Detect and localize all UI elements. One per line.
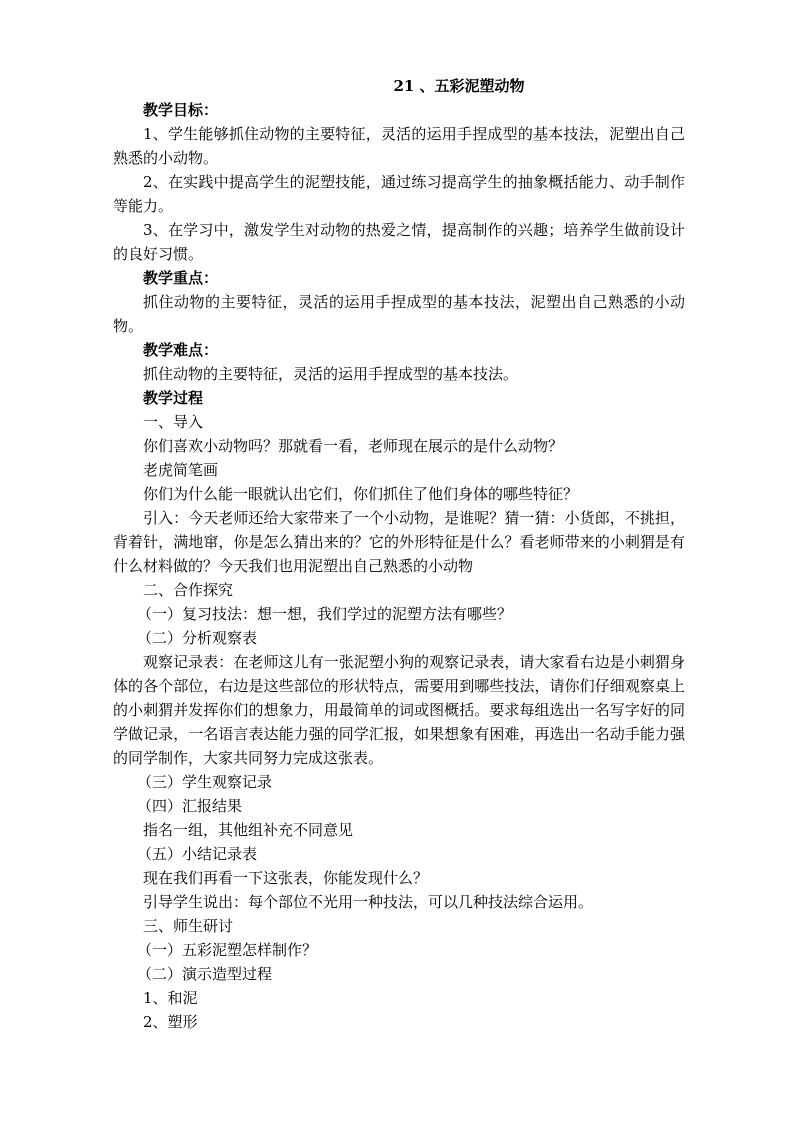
section-heading: 二、合作探究 — [143, 581, 234, 599]
subsection-heading: （五）小结记录表 — [137, 845, 258, 863]
document-body — [113, 74, 685, 1034]
paragraph: 现在我们再看一下这张表，你能发现什么？ — [143, 869, 429, 887]
heading-difficulties: 教学难点： — [143, 341, 219, 359]
paragraph: 抓住动物的主要特征，灵活的运用手捏成型的基本技法，泥塑出自己熟悉的小动物。 — [113, 293, 685, 335]
paragraph: 引导学生说出：每个部位不光用一种技法，可以几种技法综合运用。 — [143, 893, 594, 911]
paragraph: 2、在实践中提高学生的泥塑技能，通过练习提高学生的抽象概括能力、动手制作等能力。 — [113, 173, 685, 215]
paragraph: 你们喜欢小动物吗？那就看一看，老师现在展示的是什么动物？ — [143, 437, 564, 455]
heading-objectives: 教学目标： — [143, 101, 219, 119]
list-item: 1、和泥 — [143, 989, 198, 1007]
paragraph: 你们为什么能一眼就认出它们，你们抓住了他们身体的哪些特征？ — [143, 485, 579, 503]
paragraph: 观察记录表：在老师这儿有一张泥塑小狗的观察记录表，请大家看右边是小刺猬身体的各个部位，右边是这些部位的形状特点，需要用到哪些技法，请你们仔细观察桌上的小刺猬并发挥你们的想象力，用最简单的词或图概括。要求每组选出一名写字好的同学做记录，一名语言表达能力强的同学汇报，如果想象有困难，再选出一名动手能力强的同学制作，大家共同努力完成这张表。 — [113, 653, 685, 767]
paragraph: 3、在学习中，激发学生对动物的热爱之情，提高制作的兴趣；培养学生做前设计的良好习惯。 — [113, 221, 685, 263]
subsection-heading: （一）五彩泥塑怎样制作？ — [137, 941, 318, 959]
paragraph: 1、学生能够抓住动物的主要特征，灵活的运用手捏成型的基本技法，泥塑出自己熟悉的小动物。 — [113, 125, 685, 167]
paragraph: 引入：今天老师还给大家带来了一个小动物，是谁呢？猜一猜：小货郎，不挑担，背着针，满地窜，你是怎么猜出来的？它的外形特征是什么？看老师带来的小刺猬是有什么材料做的？今天我们也用泥塑出自己熟悉的小动物 — [113, 509, 685, 575]
subsection-heading: （二）分析观察表 — [137, 629, 258, 647]
paragraph: 老虎简笔画 — [143, 461, 219, 479]
document-title: 21 、五彩泥塑动物 — [393, 77, 525, 95]
subsection-heading: （一）复习技法：想一想，我们学过的泥塑方法有哪些？ — [137, 605, 513, 623]
section-heading: 一、导入 — [143, 413, 204, 431]
section-heading: 三、师生研讨 — [143, 917, 234, 935]
subsection-heading: （四）汇报结果 — [137, 797, 243, 815]
heading-key-points: 教学重点： — [143, 269, 219, 287]
list-item: 2、塑形 — [143, 1013, 198, 1031]
subsection-heading: （三）学生观察记录 — [137, 773, 273, 791]
paragraph: 指名一组，其他组补充不同意见 — [143, 821, 354, 839]
subsection-heading: （二）演示造型过程 — [137, 965, 273, 983]
paragraph: 抓住动物的主要特征，灵活的运用手捏成型的基本技法。 — [143, 365, 519, 383]
heading-process: 教学过程 — [143, 389, 204, 407]
